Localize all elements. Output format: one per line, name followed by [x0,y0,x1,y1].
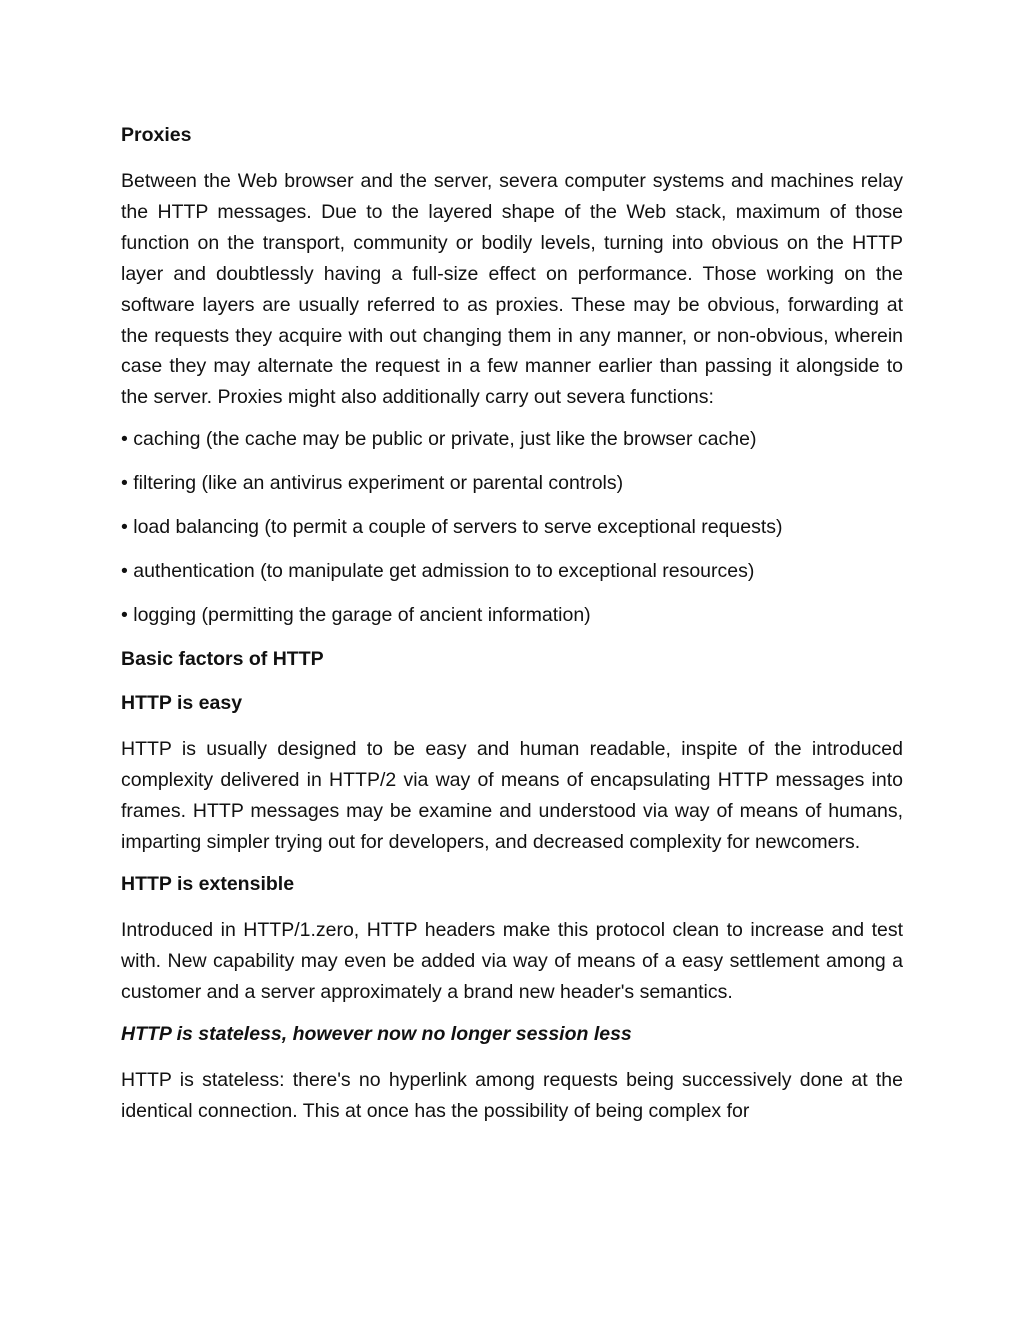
http-stateless-heading: HTTP is stateless, however now no longer session less [121,1022,632,1045]
http-stateless-paragraph: HTTP is stateless: there's no hyperlink among requests being successively done at the identical connection. This at once has the possibility of being complex for [121,1068,903,1122]
http-easy-paragraph: HTTP is usually designed to be easy and human readable, inspite of the introduced complexity delivered in HTTP/2 via way of means of encapsulating HTTP messages into frames. HTTP messages may be examine and understood via way of means of humans, imparting simpler trying out for developers, and decreased complexity for newcomers. [121,738,903,853]
bullet-load-balancing: • load balancing (to permit a couple of servers to serve exceptional requests) [121,516,783,539]
http-extensible-heading: HTTP is extensible [121,872,295,895]
document-page [121,122,903,1126]
http-extensible-paragraph: Introduced in HTTP/1.zero, HTTP headers make this protocol clean to increase and test with. New capability may even be added via way of means of a easy settlement among a customer and a server approximately a brand new header's semantics. [121,918,903,1003]
basic-factors-heading: Basic factors of HTTP [121,648,324,671]
proxies-heading: Proxies [121,124,192,146]
bullet-filtering: • filtering (like an antivirus experiment or parental controls) [121,472,624,495]
proxies-paragraph: Between the Web browser and the server, severa computer systems and machines relay the HTTP messages. Due to the layered shape of the Web stack, maximum of those function on the transport, community or bodily levels, turning into obvious on the HTTP layer and doubtlessly having a full-size effect on performance. Those working on the software layers are usually referred to as proxies. These may be obvious, forwarding at the requests they acquire with out changing them in any manner, or non-obvious, wherein case they may alternate the request in a few manner earlier than passing it alongside to the server. Proxies might also additionally carry out severa functions: [121,170,903,409]
bullet-caching: • caching (the cache may be public or private, just like the browser cache) [121,428,757,451]
bullet-authentication: • authentication (to manipulate get admission to to exceptional resources) [121,560,755,583]
http-easy-heading: HTTP is easy [121,692,243,715]
bullet-logging: • logging (permitting the garage of ancient information) [121,604,591,627]
